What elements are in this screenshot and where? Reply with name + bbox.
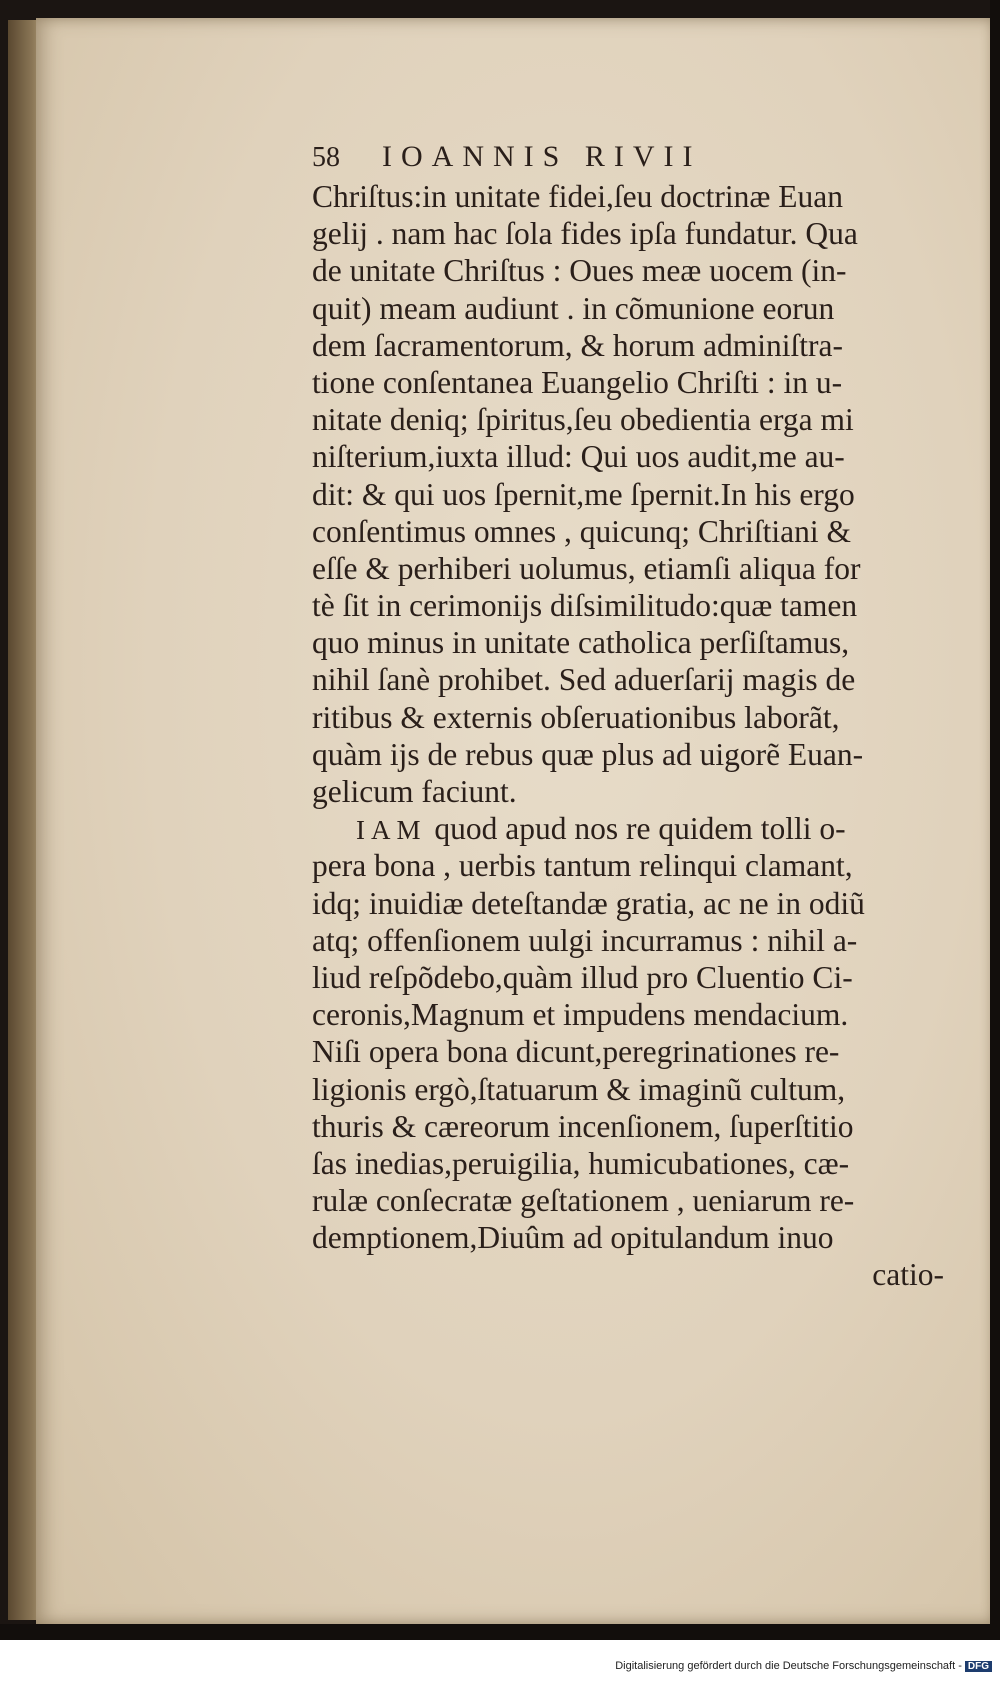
credit-text: Digitalisierung gefördert durch die Deutsche Forschungsgemeinschaft - — [615, 1660, 962, 1672]
text-line: rulæ conſecratæ geſtationem , ueniarum re- — [312, 1183, 855, 1219]
text-line: gelij . nam hac ſola fides ipſa fundatur. Qua — [312, 216, 858, 252]
text-line: idq; inuidiæ deteſtandæ gratia, ac ne in odiũ — [312, 885, 865, 921]
paragraph-2 — [312, 847, 952, 1256]
text-line: liud reſpõdebo,quàm illud pro Cluentio Ci- — [312, 959, 853, 995]
paragraph-2-first-line — [312, 810, 952, 847]
text-line: niſterium,iuxta illud: Qui uos audit,me au- — [312, 439, 845, 475]
page-text — [312, 140, 952, 1294]
digitization-credit — [0, 1660, 992, 1672]
text-line: dem ſacramentorum, & horum adminiſtra- — [312, 327, 843, 363]
scan-border-bottom — [0, 1624, 1000, 1640]
text-line: dit: & qui uos ſpernit,me ſpernit.In his ergo — [312, 476, 855, 512]
text-line: nihil ſanè prohibet. Sed aduerſarij magis de — [312, 662, 856, 698]
catchword: catio- — [872, 1257, 944, 1293]
page-number: 58 — [312, 142, 340, 173]
text-line: de unitate Chriſtus : Oues meæ uocem (in- — [312, 253, 847, 289]
text-line: atq; offenſionem uulgi incurramus : nihil a- — [312, 922, 858, 958]
first-line-text: quod apud nos re quidem tolli o- — [426, 811, 846, 847]
text-line: tione conſentanea Euangelio Chriſti : in u- — [312, 364, 843, 400]
text-line: pera bona , uerbis tantum relinqui clamant, — [312, 848, 853, 884]
text-line: quit) meam audiunt . in cõmunione eorun — [312, 290, 835, 326]
text-line: demptionem,Diuûm ad opitulandum inuo — [312, 1220, 834, 1256]
page-header — [312, 140, 952, 174]
text-line: ligionis ergò,ſtatuarum & imaginũ cultum, — [312, 1071, 846, 1107]
text-line: thuris & cæreorum incenſionem, ſuperſtitio — [312, 1108, 854, 1144]
scan-border-right — [990, 0, 1000, 1640]
text-line: ceronis,Magnum et impudens mendacium. — [312, 997, 849, 1033]
text-line: quo minus in unitate catholica perſiſtamus, — [312, 625, 850, 661]
text-line: Chriſtus:in unitate fidei,ſeu doctrinæ Euan — [312, 179, 844, 214]
text-line: ſas inedias,peruigilia, humicubationes, cæ- — [312, 1145, 850, 1181]
paragraph-1 — [312, 178, 952, 810]
text-line: tè ſit in cerimonijs diſsimilitudo:quæ tamen — [312, 588, 858, 624]
text-line: Niſi opera bona dicunt,peregrinationes re- — [312, 1034, 840, 1070]
text-line: quàm ijs de rebus quæ plus ad uigorẽ Euan- — [312, 736, 864, 772]
text-line: gelicum faciunt. — [312, 774, 517, 809]
text-line: nitate deniq; ſpiritus,ſeu obedientia erga mi — [312, 402, 854, 438]
text-line: ritibus & externis obſeruationibus laborãt, — [312, 699, 840, 735]
text-line: conſentimus omnes , quicunq; Chriſtiani & — [312, 513, 851, 549]
lead-capitals: IAM — [356, 815, 427, 846]
dfg-logo: DFG — [965, 1661, 992, 1672]
running-head: IOANNIS RIVII — [382, 140, 702, 173]
text-line: eſſe & perhiberi uolumus, etiamſi aliqua for — [312, 550, 861, 586]
